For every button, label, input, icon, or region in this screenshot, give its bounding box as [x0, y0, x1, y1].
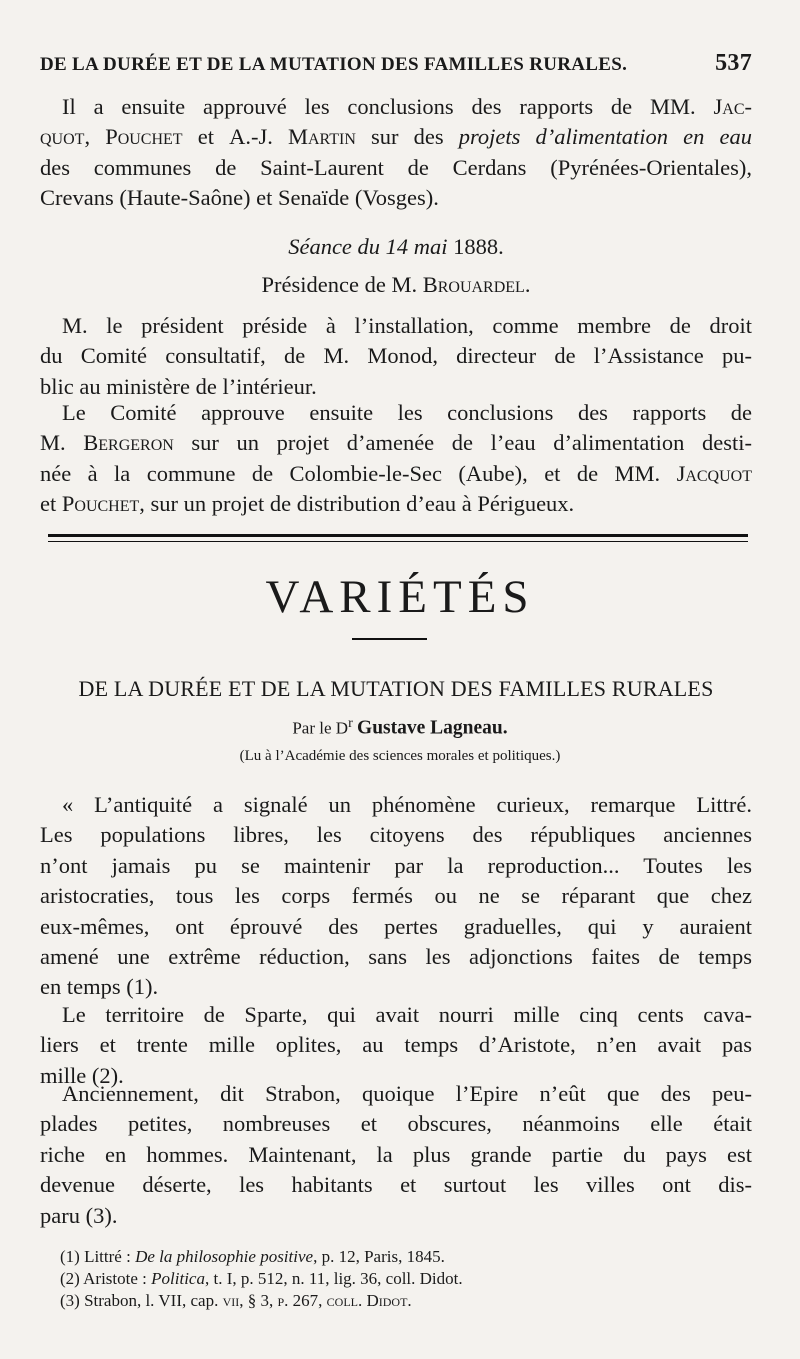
- paragraph-sparte: Le territoire de Sparte, qui avait nourri mille cinq cents cava- liers et trente mille oplites, au temps d’Aristote, n’en avait pas mille (2).: [40, 1002, 752, 1088]
- running-title: DE LA DURÉE ET DE LA MUTATION DES FAMILLES RURALES.: [40, 54, 628, 75]
- section-divider-thick: [48, 534, 748, 537]
- page-number: 537: [715, 50, 752, 76]
- footnote-2: (2) Aristote : Politica, t. I, p. 512, n. 11, lig. 36, coll. Didot.: [60, 1269, 463, 1288]
- section-divider-thin: [48, 541, 748, 542]
- footnote-1: (1) Littré : De la philosophie positive, p. 12, Paris, 1845.: [60, 1247, 445, 1266]
- section-title: VARIÉTÉS: [265, 571, 535, 623]
- running-header: [40, 50, 752, 82]
- author-name: Gustave Lagneau.: [357, 717, 508, 739]
- footnote-3: (3) Strabon, l. VII, cap. vii, § 3, p. 267, coll. Didot.: [60, 1291, 412, 1310]
- article-byline: Par le $D^r$ Gustave Lagneau.: [292, 715, 508, 739]
- paragraph-approval-1: Il a ensuite approuvé les conclusions des rapports de MM. Jac- quot, Pouchet et A.-J. Martin sur des projets d’alimentation en eau des communes de Saint-Laurent de Cerdans (Pyrénées-Orientales), Crevans (Haute-Saône) et Senaïde (Vosges).: [40, 94, 752, 211]
- article-note: (Lu à l’Académie des sciences morales et politiques.): [239, 748, 561, 764]
- article-title: DE LA DURÉE ET DE LA MUTATION DES FAMILLES RURALES: [78, 676, 714, 701]
- paragraph-littre-quote: « L’antiquité a signalé un phénomène curieux, remarque Littré. Les populations libres, les citoyens des républiques anciennes n’ont jamais pu se maintenir par la reproduction... Toutes les aristocraties, tous les corps fermés ou ne se réparant que chez eux-mêmes, ont éprouvé des pertes graduelles, qui y auraient amené une extrême réduction, sans les adjonctions faites de temps en temps (1).: [40, 792, 752, 1000]
- paragraph-installation: M. le président préside à l’installation, comme membre de droit du Comité consultatif, de M. Monod, directeur de l’Assistance pu- blic au ministère de l’intérieur.: [40, 313, 752, 399]
- paragraph-strabon: Anciennement, dit Strabon, quoique l’Epire n’eût que des peu- plades petites, nombreuses et obscures, néanmoins elle était riche en hommes. Maintenant, la plus grande partie du pays est devenue déserte, les habitants et surtout les villes ont dis- paru (3).: [40, 1081, 752, 1228]
- title-underline: [352, 638, 427, 640]
- footnotes: [60, 1246, 760, 1312]
- presidence: Présidence de M. Brouardel.: [261, 272, 531, 297]
- paragraph-approval-2: Le Comité approuve ensuite les conclusions des rapports de M. Bergeron sur un projet d’amenée de l’eau d’alimentation desti- née à la commune de Colombie-le-Sec (Aube), et de MM. Jacquot et Pouchet, sur un projet de distribution d’eau à Périgueux.: [40, 400, 752, 517]
- seance-date: Séance du 14 mai 1888.: [288, 234, 504, 259]
